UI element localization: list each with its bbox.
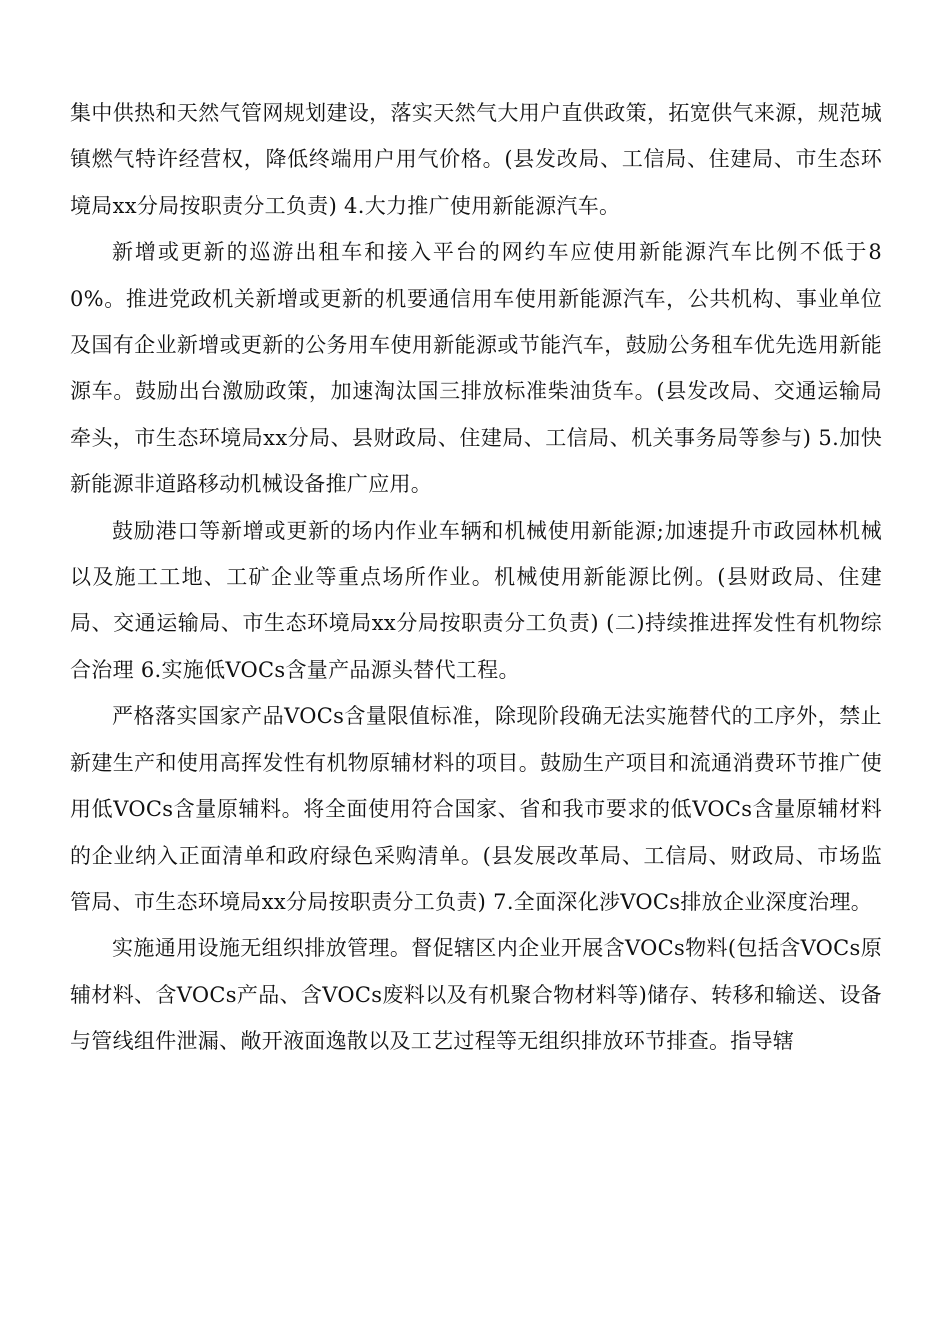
paragraph-fugitive-emission-management: 实施通用设施无组织排放管理。督促辖区内企业开展含VOCs物料(包括含VOCs原辅材料、含VOCs产品、含VOCs废料以及有机聚合物材料等)储存、转移和输送、设备与管线组件泄漏、敞开液面逸散以及工艺过程等无组织排放环节排查。指导辖: [70, 936, 882, 1054]
paragraph-new-energy-vehicles: 新增或更新的巡游出租车和接入平台的网约车应使用新能源汽车比例不低于80%。推进党政机关新增或更新的机要通信用车使用新能源汽车，公共机构、事业单位及国有企业新增或更新的公务用车使用新能源或节能汽车，鼓励公务租车优先选用新能源车。鼓励出台激励政策，加速淘汰国三排放标准柴油货车。(县发改局、交通运输局牵头，市生态环境局xx分局、县财政局、住建局、工信局、机关事务局等参与) 5.加快新能源非道路移动机械设备推广应用。: [70, 240, 882, 497]
paragraph-nonroad-machinery: 鼓励港口等新增或更新的场内作业车辆和机械使用新能源;加速提升市政园林机械以及施工工地、工矿企业等重点场所作业。机械使用新能源比例。(县财政局、住建局、交通运输局、市生态环境局xx分局按职责分工负责) (二)持续推进挥发性有机物综合治理 6.实施低VOCs含量产品源头替代工程。: [70, 518, 882, 682]
paragraph-heating-gas: 集中供热和天然气管网规划建设，落实天然气大用户直供政策，拓宽供气来源，规范城镇燃气特许经营权，降低终端用户用气价格。(县发改局、工信局、住建局、市生态环境局xx分局按职责分工负责) 4.大力推广使用新能源汽车。: [70, 101, 882, 218]
document-body: [70, 90, 882, 1065]
paragraph-low-vocs-substitution: 严格落实国家产品VOCs含量限值标准，除现阶段确无法实施替代的工序外，禁止新建生产和使用高挥发性有机物原辅材料的项目。鼓励生产项目和流通消费环节推广使用低VOCs含量原辅料。将全面使用符合国家、省和我市要求的低VOCs含量原辅材料的企业纳入正面清单和政府绿色采购清单。(县发展改革局、工信局、财政局、市场监管局、市生态环境局xx分局按职责分工负责) 7.全面深化涉VOCs排放企业深度治理。: [70, 704, 882, 914]
